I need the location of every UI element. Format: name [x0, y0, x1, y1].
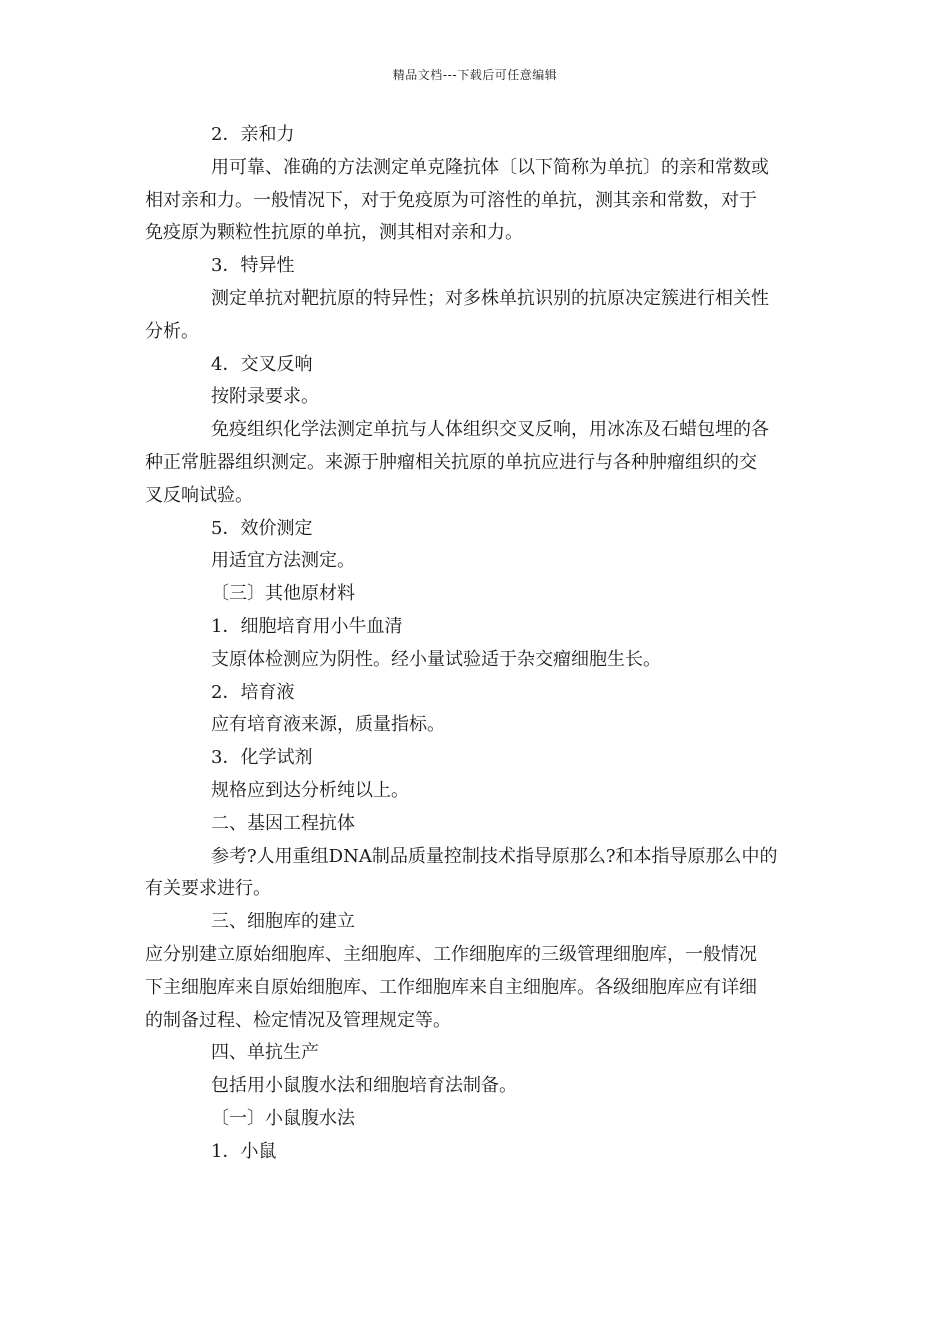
line-18: 2．培育液	[211, 681, 295, 703]
line-12: 叉反响试验。	[145, 484, 253, 506]
line-8: 4．交叉反响	[211, 353, 313, 375]
line-3: 相对亲和力。一般情况下，对于免疫原为可溶性的单抗，测其亲和常数，对于	[145, 189, 757, 211]
line-14: 用适宜方法测定。	[211, 550, 355, 572]
line-4: 免疫原为颗粒性抗原的单抗，测其相对亲和力。	[145, 222, 523, 244]
line-31: 〔一〕小鼠腹水法	[211, 1107, 355, 1129]
line-28: 的制备过程、检定情况及管理规定等。	[145, 1009, 451, 1031]
line-25: 三、细胞库的建立	[211, 911, 355, 933]
line-20: 3．化学试剂	[211, 747, 313, 769]
line-16: 1．细胞培育用小牛血清	[211, 615, 403, 637]
line-7: 分析。	[145, 320, 199, 342]
line-17: 支原体检测应为阴性。经小量试验适于杂交瘤细胞生长。	[211, 648, 661, 670]
line-15: 〔三〕其他原材料	[211, 583, 355, 605]
line-9: 按附录要求。	[211, 386, 319, 408]
line-23: 参考?人用重组DNA制品质量控制技术指导原那么?和本指导原那么中的	[211, 845, 778, 867]
line-29: 四、单抗生产	[211, 1042, 319, 1064]
line-10: 免疫组织化学法测定单抗与人体组织交叉反响，用冰冻及石蜡包埋的各	[211, 419, 769, 441]
line-13: 5．效价测定	[211, 517, 313, 539]
line-26: 应分别建立原始细胞库、主细胞库、工作细胞库的三级管理细胞库，一般情况	[145, 943, 757, 965]
line-1: 2．亲和力	[211, 124, 295, 145]
line-5: 3．特异性	[211, 255, 295, 277]
line-27: 下主细胞库来自原始细胞库、工作细胞库来自主细胞库。各级细胞库应有详细	[145, 976, 757, 998]
line-32: 1．小鼠	[211, 1140, 277, 1162]
line-19: 应有培育液来源，质量指标。	[211, 714, 445, 736]
line-21: 规格应到达分析纯以上。	[211, 779, 409, 801]
page-header: 精品文档---下载后可任意编辑	[392, 68, 558, 82]
line-2: 用可靠、准确的方法测定单克隆抗体〔以下简称为单抗〕的亲和常数或	[211, 156, 769, 178]
line-22: 二、基因工程抗体	[211, 812, 355, 834]
line-6: 测定单抗对靶抗原的特异性；对多株单抗识别的抗原决定簇进行相关性	[211, 287, 769, 309]
line-24: 有关要求进行。	[145, 878, 271, 900]
document-body	[145, 119, 807, 1169]
line-11: 种正常脏器组织测定。来源于肿瘤相关抗原的单抗应进行与各种肿瘤组织的交	[145, 451, 757, 473]
line-30: 包括用小鼠腹水法和细胞培育法制备。	[211, 1075, 517, 1097]
